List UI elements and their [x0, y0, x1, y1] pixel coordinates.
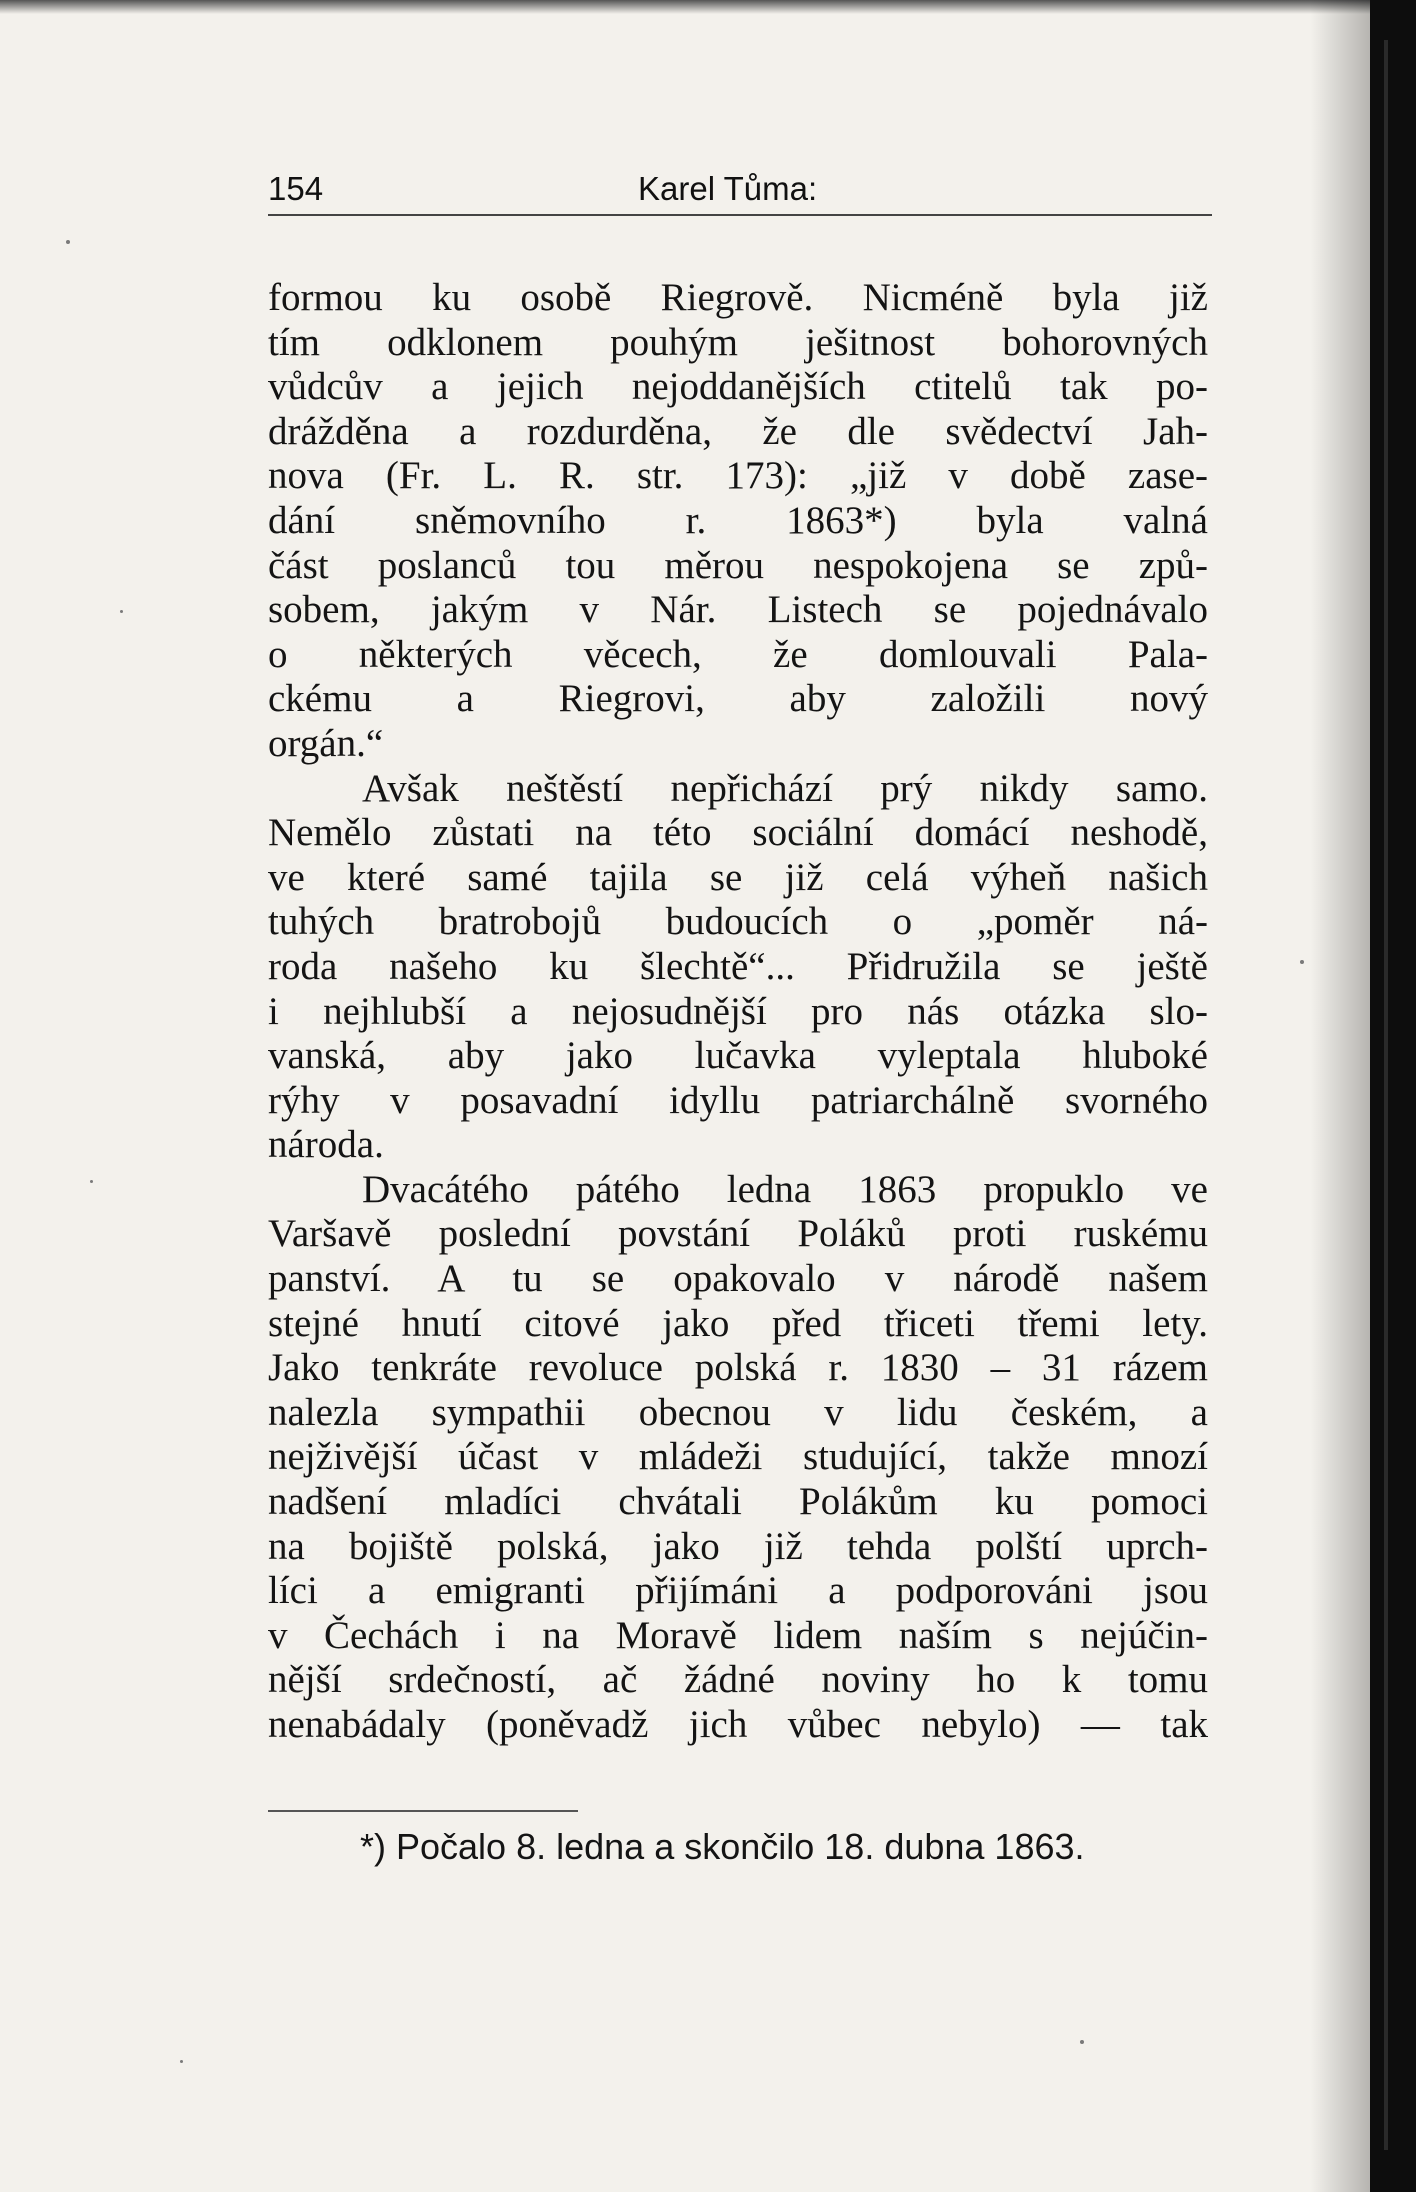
scan-speck — [1300, 960, 1304, 964]
text-line: stejné hnutí citové jako před třiceti třemi lety. — [268, 1301, 1208, 1345]
text-line: tuhých bratrobojů budoucích o „poměr ná- — [268, 900, 1208, 944]
scan-dark-margin — [1370, 0, 1416, 2192]
scan-speck — [120, 610, 123, 613]
text-line: vůdcův a jejich nejoddanějších ctitelů tak po- — [268, 365, 1208, 409]
scan-speck — [90, 1180, 93, 1183]
text-line: Nemělo zůstati na této sociální domácí neshodě, — [268, 811, 1208, 855]
running-head: Karel Tůma: — [638, 170, 818, 207]
text-line: formou ku osobě Riegrově. Nicméně byla již — [268, 276, 1208, 319]
text-line: orgán.“ — [268, 721, 384, 765]
text-line: Jako tenkráte revoluce polská r. 1830 – 31 rázem — [268, 1346, 1208, 1390]
text-line: i nejhlubší a nejosudnější pro nás otázka slo- — [268, 989, 1208, 1033]
scan-speck — [1080, 2040, 1084, 2044]
scan-top-shadow — [0, 0, 1370, 14]
text-line: ckému a Riegrovi, aby založili nový — [268, 677, 1208, 721]
text-line: část poslanců tou měrou nespokojena se způ- — [268, 543, 1208, 587]
text-line: nalezla sympathii obecnou v lidu českém, a — [268, 1390, 1208, 1434]
text-line: Varšavě poslední povstání Poláků proti ruskému — [268, 1212, 1208, 1256]
text-line: roda našeho ku šlechtě“... Přidružila se ještě — [268, 944, 1208, 988]
body-text — [268, 276, 1208, 1748]
text-line: sobem, jakým v Nár. Listech se pojednávalo — [268, 588, 1208, 632]
text-line: v Čechách i na Moravě lidem naším s nejúčin- — [268, 1613, 1208, 1657]
text-line: nova (Fr. L. R. str. 173): „již v době zase- — [268, 454, 1208, 498]
page-header — [268, 168, 1212, 216]
paragraph-start: Dvacátého pátého ledna 1863 propuklo ve — [362, 1167, 1208, 1211]
page-number: 154 — [268, 170, 324, 207]
text-line: národa. — [268, 1123, 384, 1167]
page-edge-shadow — [1310, 0, 1370, 2192]
text-line: vanská, aby jako lučavka vyleptala hluboké — [268, 1034, 1208, 1078]
scan-speck — [180, 2060, 183, 2063]
text-line: drážděna a rozdurděna, že dle svědectví Jah- — [268, 409, 1208, 453]
text-line: líci a emigranti přijímáni a podporováni jsou — [268, 1569, 1208, 1613]
text-line: o některých věcech, že domlouvali Pala- — [268, 632, 1208, 676]
text-line: nejživější účast v mládeži studující, takže mnozí — [268, 1435, 1208, 1479]
footnote-rule — [268, 1810, 578, 1812]
text-line: nenabádaly (poněvadž jich vůbec nebylo) — tak — [268, 1703, 1208, 1746]
text-line: na bojiště polská, jako již tehda polští uprch- — [268, 1524, 1208, 1568]
scan-margin-line — [1384, 40, 1388, 2150]
text-line: ve které samé tajila se již celá výheň našich — [268, 855, 1208, 899]
scan-speck — [66, 240, 70, 244]
footnote: *) Počalo 8. ledna a skončilo 18. dubna 1863. — [360, 1826, 1085, 1867]
text-line: nadšení mladíci chvátali Polákům ku pomoci — [268, 1480, 1208, 1524]
paragraph-start: Avšak neštěstí nepřichází prý nikdy samo. — [362, 766, 1208, 810]
text-line: tím odklonem pouhým ješitnost bohorovných — [268, 320, 1208, 364]
text-line: dání sněmovního r. 1863*) byla valná — [268, 498, 1208, 542]
text-line: nější srdečností, ač žádné noviny ho k tomu — [268, 1658, 1208, 1702]
text-line: rýhy v posavadní idyllu patriarchálně svorného — [268, 1078, 1208, 1122]
text-line: panství. A tu se opakovalo v národě našem — [268, 1257, 1208, 1301]
